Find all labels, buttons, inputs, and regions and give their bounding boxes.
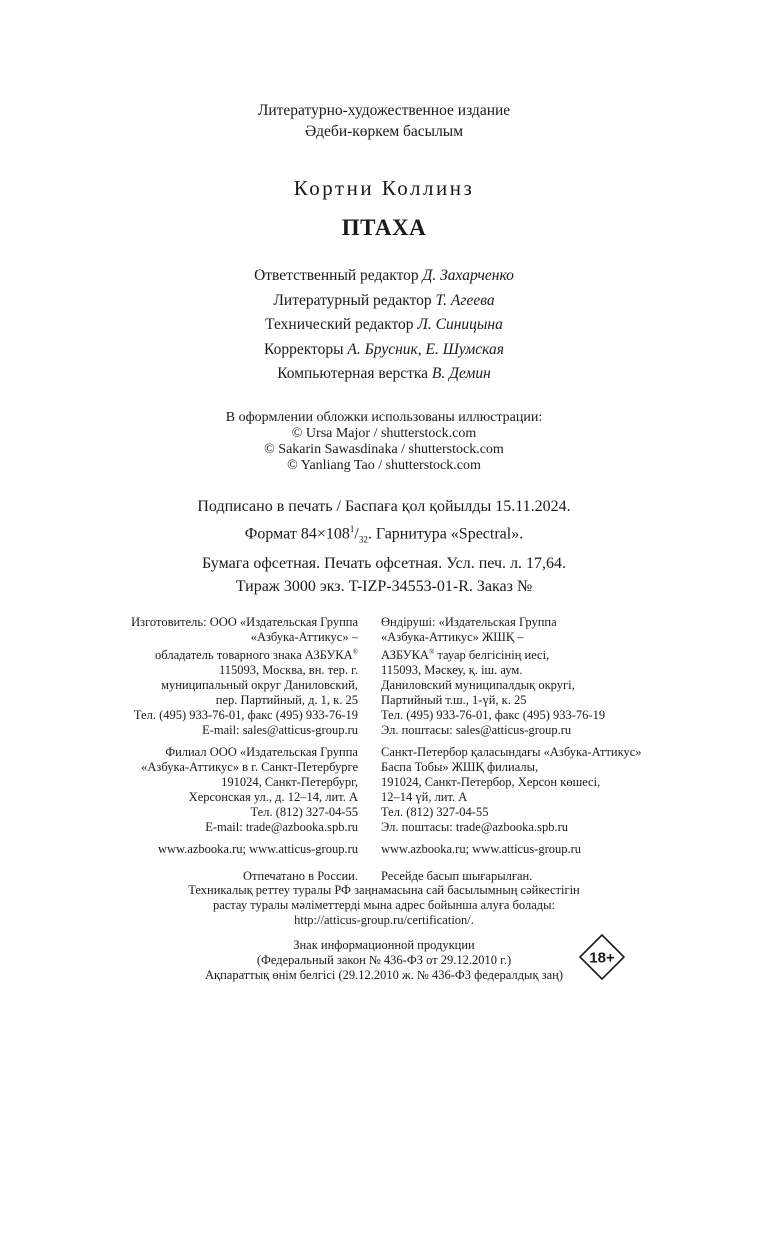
age-rating-label: 18+ xyxy=(589,949,615,967)
websites-ru: www.azbooka.ru; www.atticus-group.ru xyxy=(157,842,358,857)
branch-kz: Санкт-Петербор қаласындағы «Азбука-Аттикус» Баспа Тобы» ЖШҚ филиалы, 191024, Санкт-Петербор, Херсон көшесі, 12–14 үй, лит. А Тел. (812) 327-04-55 Эл. поштасы: trade@azbooka.spb.ru xyxy=(381,745,642,835)
certification-notice: Техникалық реттеу туралы РФ заңнамасына сай басылымның сәйкестігін растау туралы мәліметтерді мына адрес бойынша алуға болады: http://atticus-group.ru/certification/. xyxy=(0,883,768,928)
illustration-credit: © Sakarin Sawasdinaka / shutterstock.com xyxy=(264,442,504,457)
edition-type xyxy=(0,100,768,142)
book-title: ПТАХА xyxy=(341,215,427,240)
edition-type-ru: Литературно-художественное издание xyxy=(257,102,511,119)
paper-line: Бумага офсетная. Печать офсетная. Усл. печ. л. 17,64. xyxy=(202,554,566,572)
imprint-kz-column xyxy=(381,615,711,884)
print-details xyxy=(0,495,768,598)
certification-link: http://atticus-group.ru/certification/. xyxy=(294,913,474,927)
manufacturer-kz: Өндіруші: «Издательская Группа «Азбука-Аттикус» ЖШҚ – АЗБУКА® тауар белгісінің иесі, 115093, Мәскеу, қ. іш. аум. Даниловский муниципалдық округі, Партийный т.ш., 1-үй, к. 25 Тел. (495) 933-76-01, факс (495) 933-76-19 Эл. поштасы: sales@atticus-group.ru xyxy=(381,615,606,738)
branch-ru: Филиал ООО «Издательская Группа «Азбука-Аттикус» в г. Санкт-Петербурге 191024, Санкт-Петербург, Херсонская ул., д. 12–14, лит. А Тел. (812) 327-04-55 E-mail: trade@azbooka.spb.ru xyxy=(141,745,358,835)
editor-line: Компьютерная верстка В. Демин xyxy=(277,365,491,382)
imprint-ru-column xyxy=(58,615,358,884)
illustration-credit: © Ursa Major / shutterstock.com xyxy=(291,426,477,441)
age-rating-badge xyxy=(579,934,625,980)
illustration-credit: © Yanliang Tao / shutterstock.com xyxy=(287,458,481,473)
illustrations-heading: В оформлении обложки использованы иллюстрации: xyxy=(225,410,543,425)
format-line: Формат $84\times 108^1/_{32}$. Гарнитура «Spectral». xyxy=(244,524,524,545)
edition-type-kz: Әдеби-көркем басылым xyxy=(304,123,464,140)
printed-in-kz: Ресейде басып шығарылған. xyxy=(381,869,533,884)
editor-line: Технический редактор Л. Синицына xyxy=(265,316,503,333)
editors-list xyxy=(0,264,768,387)
manufacturer-ru: Изготовитель: ООО «Издательская Группа «Азбука-Аттикус» – обладатель товарного знака АЗБУКА® 115093, Москва, вн. тер. г. муниципальный округ Даниловский, пер. Партийный, д. 1, к. 25 Тел. (495) 933-76-01, факс (495) 933-76-19 E-mail: sales@atticus-group.ru xyxy=(131,615,358,738)
signed-to-print: Подписано в печать / Баспаға қол қойылды 15.11.2024. xyxy=(197,498,571,515)
editor-line: Корректоры А. Брусник, Е. Шумская xyxy=(264,340,504,358)
printed-in-ru: Отпечатано в России. xyxy=(243,869,358,884)
print-run-line: Тираж 3000 экз. T-IZP-34553-01-R. Заказ № xyxy=(235,577,533,595)
editor-line: Литературный редактор Т. Агеева xyxy=(273,291,495,309)
websites-kz: www.azbooka.ru; www.atticus-group.ru xyxy=(381,842,582,857)
author-name: Кортни Коллинз xyxy=(293,176,475,200)
information-product-sign: Знак информационной продукции (Федеральный закон № 436-ФЗ от 29.12.2010 г.) Ақпараттық өнім белгісі (29.12.2010 ж. № 436-ФЗ федералдық заң) xyxy=(205,938,563,982)
editor-line: Ответственный редактор Д. Захарченко xyxy=(254,267,514,284)
cover-illustrations xyxy=(0,410,768,474)
